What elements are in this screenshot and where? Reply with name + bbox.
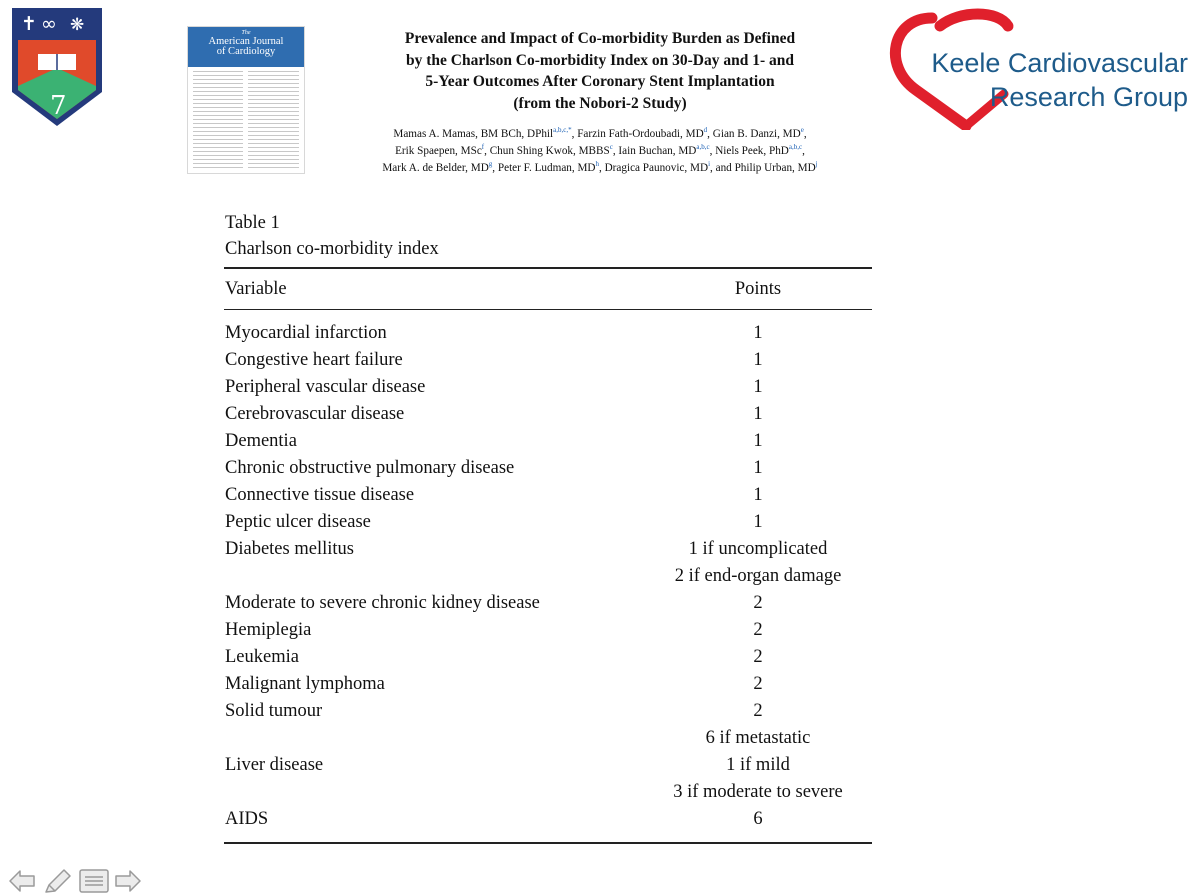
author-name: Farzin Fath-Ordoubadi, MD (577, 128, 704, 140)
author-separator: , (484, 145, 490, 157)
cell-points: 2 (753, 674, 763, 694)
cell-points: 2 if end-organ damage (674, 566, 842, 586)
author-separator: , and (710, 162, 735, 174)
author-separator: , (571, 128, 578, 140)
author-name: Chun Shing Kwok, MBBS (489, 145, 610, 157)
menu-icon[interactable] (78, 868, 110, 894)
table-label: Table 1 (225, 213, 280, 233)
author-affiliation: f (481, 143, 485, 151)
author (393, 128, 577, 140)
author-affiliation: a,b,c,* (553, 126, 572, 134)
author-separator: , (803, 128, 807, 140)
author-separator: , (709, 145, 716, 157)
table-row (225, 644, 871, 671)
table-header-row (225, 276, 871, 303)
cell-points: 1 (753, 350, 763, 370)
table-row (225, 374, 871, 401)
table-row (225, 779, 871, 806)
author-affiliation: a,b,c (696, 143, 710, 151)
author (605, 162, 735, 174)
author (498, 162, 605, 174)
table-row (225, 590, 871, 617)
table-header-rule (224, 309, 872, 310)
author-separator: , (802, 145, 805, 157)
slide-nav (8, 868, 142, 894)
table-row (225, 536, 871, 563)
cell-variable: Chronic obstructive pulmonary disease (225, 458, 515, 478)
cell-variable: Myocardial infarction (225, 323, 387, 343)
cell-points: 2 (753, 620, 763, 640)
header-points: Points (734, 279, 782, 299)
author-separator: , (492, 162, 498, 174)
author (715, 145, 805, 157)
table-row (225, 563, 871, 590)
cell-variable: Liver disease (225, 755, 324, 775)
table-row (225, 806, 871, 833)
university-crest-logo (10, 6, 104, 128)
author-line (300, 160, 900, 177)
author (577, 128, 713, 140)
cell-points: 1 (753, 458, 763, 478)
table-top-rule (224, 267, 872, 269)
author-affiliation: j (815, 160, 818, 168)
author-name: Erik Spaepen, MSc (395, 145, 482, 157)
cell-points: 6 if metastatic (705, 728, 811, 748)
author (713, 128, 807, 140)
author-affiliation: e (800, 126, 804, 134)
author (490, 145, 619, 157)
cell-variable: Moderate to severe chronic kidney disease (225, 593, 540, 613)
cell-variable: Peripheral vascular disease (225, 377, 426, 397)
header-variable: Variable (225, 279, 287, 299)
cell-points: 2 (753, 593, 763, 613)
keele-line1: Keele Cardiovascular (931, 48, 1188, 78)
table-title: Charlson co-morbidity index (225, 239, 439, 259)
cell-variable: Cerebrovascular disease (225, 404, 405, 424)
author-line (300, 126, 900, 143)
author-name: Dragica Paunovic, MD (604, 162, 709, 174)
journal-cover-contents (193, 71, 299, 169)
table-bottom-rule (224, 842, 872, 844)
cell-points: 1 (753, 377, 763, 397)
paper-title-line3: 5-Year Outcomes After Coronary Stent Implantation (425, 73, 775, 90)
author-separator: , (707, 128, 713, 140)
paper-title-line2: by the Charlson Co-morbidity Index on 30-Day and 1- and (406, 51, 794, 69)
table-row (225, 698, 871, 725)
pen-icon[interactable] (42, 868, 72, 894)
svg-text:❋: ❋ (70, 15, 85, 35)
cell-variable: Peptic ulcer disease (225, 512, 371, 532)
cell-variable: Congestive heart failure (225, 350, 403, 370)
cell-points: 3 if moderate to severe (673, 782, 843, 802)
author (382, 162, 498, 174)
cell-points: 1 if mild (726, 755, 790, 775)
author-affiliation: a,b,c (788, 143, 803, 151)
cell-variable: Malignant lymphoma (225, 674, 385, 694)
author-separator: , (599, 162, 605, 174)
table-row (225, 725, 871, 752)
cell-variable: Solid tumour (225, 701, 323, 721)
svg-text:✝: ✝ (21, 13, 37, 35)
table-row (225, 617, 871, 644)
cell-points: 1 (753, 512, 763, 532)
author-affiliation: c (609, 143, 613, 151)
arrow-right-icon[interactable] (114, 868, 142, 894)
cell-points: 1 (753, 485, 763, 505)
author-name: Philip Urban, MD (734, 162, 816, 174)
crest-numeral: 7 (50, 91, 67, 121)
journal-cover-the: The (241, 30, 251, 36)
journal-cover-title-line1: American Journal (208, 36, 284, 47)
author-affiliation: g (488, 160, 493, 168)
author-name: Iain Buchan, MD (618, 145, 697, 157)
keele-line2: Research Group (989, 82, 1188, 112)
author-affiliation: d (703, 126, 708, 134)
author (618, 145, 715, 157)
table-caption (225, 210, 439, 262)
paper-title-line1: Prevalence and Impact of Co-morbidity Burden as Defined (404, 30, 796, 47)
keele-group-name (918, 46, 1188, 114)
table-row (225, 509, 871, 536)
cell-variable: Leukemia (225, 647, 299, 667)
cell-points: 1 (753, 404, 763, 424)
table-row (225, 752, 871, 779)
cell-points: 1 (753, 431, 763, 451)
cell-points: 6 (753, 809, 763, 829)
author-line (300, 143, 900, 160)
table-row (225, 482, 871, 509)
cell-points: 2 (753, 647, 763, 667)
cell-points: 2 (753, 701, 763, 721)
paper-title-line4: (from the Nobori-2 Study) (513, 94, 687, 112)
paper-authors (300, 126, 900, 177)
table-row (225, 347, 871, 374)
cell-variable: Dementia (225, 431, 297, 451)
journal-cover-title-line2: of Cardiology (216, 46, 276, 57)
table-row (225, 455, 871, 482)
cell-points: 1 if uncomplicated (688, 539, 828, 559)
table-row (225, 401, 871, 428)
cell-variable: Connective tissue disease (225, 485, 415, 505)
table-row (225, 428, 871, 455)
cell-points: 1 (753, 323, 763, 343)
author-name: Gian B. Danzi, MD (712, 128, 801, 140)
author-affiliation: i (708, 160, 711, 168)
author (395, 145, 490, 157)
svg-text:∞: ∞ (41, 13, 57, 35)
arrow-left-icon[interactable] (8, 868, 36, 894)
paper-title (320, 28, 880, 114)
author-name: Peter F. Ludman, MD (497, 162, 596, 174)
author-separator: , (612, 145, 619, 157)
author (735, 162, 818, 174)
table-row (225, 671, 871, 698)
author-name: Niels Peek, PhD (715, 145, 789, 157)
table-row (225, 320, 871, 347)
cell-variable: Diabetes mellitus (225, 539, 354, 559)
journal-cover-thumbnail (187, 26, 305, 174)
author-name: Mamas A. Mamas, BM BCh, DPhil (393, 128, 554, 140)
cell-variable: Hemiplegia (225, 620, 312, 640)
author-affiliation: h (595, 160, 599, 168)
cell-variable: AIDS (225, 809, 269, 829)
author-name: Mark A. de Belder, MD (382, 162, 489, 174)
